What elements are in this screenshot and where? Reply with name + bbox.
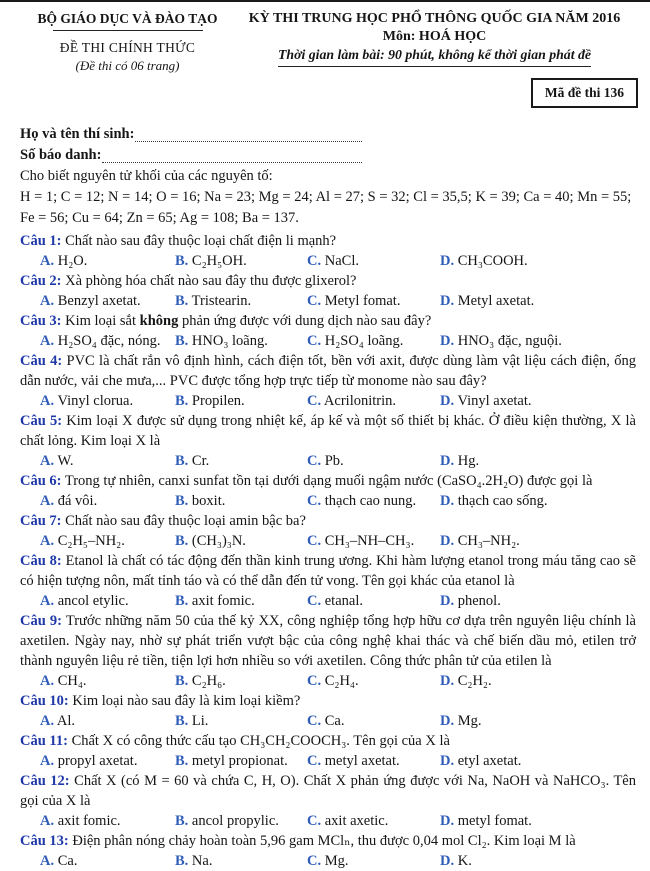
answer-option-d: D. CH₃COOH. [440, 253, 528, 269]
question-text [20, 471, 638, 491]
candidate-name-label: Họ và tên thí sinh: [20, 126, 135, 142]
answer-option-d: D. C₂H₂. [440, 673, 492, 689]
answer-letter: A. [40, 253, 55, 269]
answer-row [20, 291, 638, 311]
answer-letter: B. [175, 673, 189, 689]
answer-letter: A. [40, 713, 55, 729]
question-text-segment: Trước những năm 50 của thế kỷ XX, công nghiệp tổng hợp hữu cơ dựa trên nguyên liệu chính là axetilen. Ngày nay, nhờ sự phát triển vượt bậc của công nghệ khai thác và chế biến dầu mỏ, etilen trở thành nguyên liệu rẻ tiền, tiện lợi hơn nhiều so với axetilen. Công thức phân tử của etilen là [20, 613, 636, 669]
answer-option-b: B. Na. [175, 853, 213, 869]
answer-option-b: B. ancol propylic. [175, 813, 279, 829]
answer-option-b: B. (CH₃)₃N. [175, 533, 246, 549]
question-label: Câu 5: [20, 413, 63, 429]
answer-option-a: A. H₂SO₄ đặc, nóng. [40, 333, 161, 349]
question-text-segment: Kim loại sắt [65, 313, 140, 329]
answer-letter: A. [40, 533, 55, 549]
answer-option-c: C. CH₃–NH–CH₃. [307, 533, 415, 549]
answer-letter: A. [40, 333, 55, 349]
question-text [20, 771, 638, 811]
question-label: Câu 7: [20, 513, 62, 529]
answer-option-d: D. phenol. [440, 593, 501, 609]
answer-option-b: B. Propilen. [175, 393, 245, 409]
answer-option-c: C. H₂SO₄ loãng. [307, 333, 404, 349]
candidate-id-row [20, 145, 362, 166]
question-text [20, 831, 638, 851]
answer-option-a: A. C₂H₅–NH₂. [40, 533, 125, 549]
atomic-masses-intro: Cho biết nguyên tử khối của các nguyên tố: [20, 168, 273, 184]
question-text-bold-segment: không [139, 313, 179, 329]
answer-letter: A. [40, 593, 55, 609]
answer-letter: C. [307, 593, 322, 609]
answer-option-c: C. etanal. [307, 593, 363, 609]
answer-row [20, 711, 638, 731]
question-text-segment: PVC là chất rắn vô định hình, cách điện tốt, bền với axit, được dùng làm vật liệu cách điện, ống dẫn nước, vải che mưa,... PVC được tổng hợp trực tiếp từ monome nào sau đây? [20, 353, 636, 389]
answer-row [20, 531, 638, 551]
answer-letter: D. [440, 253, 455, 269]
question-11 [20, 731, 638, 771]
answer-option-c: C. axit axetic. [307, 813, 389, 829]
answer-letter: D. [440, 713, 455, 729]
answer-option-d: D. HNO₃ đặc, nguội. [440, 333, 562, 349]
question-text [20, 351, 638, 391]
answer-letter: D. [440, 533, 455, 549]
answer-letter: A. [40, 493, 55, 509]
answer-letter: A. [40, 853, 55, 869]
candidate-name-dotted-line [135, 141, 362, 142]
answer-option-a: A. CH₄. [40, 673, 87, 689]
answer-letter: C. [307, 453, 322, 469]
atomic-masses-line-2: Fe = 56; Cu = 64; Zn = 65; Ag = 108; Ba = 137. [20, 210, 299, 226]
exam-title: KỲ THI TRUNG HỌC PHỔ THÔNG QUỐC GIA NĂM 2016 [248, 11, 621, 26]
question-text-segment: Kim loại nào sau đây là kim loại kiềm? [72, 693, 301, 709]
question-6 [20, 471, 638, 511]
answer-option-b: B. C₂H₆. [175, 673, 226, 689]
answer-option-d: D. Vinyl axetat. [440, 393, 532, 409]
question-text-segment: Trong tự nhiên, canxi sunfat tồn tại dưới dạng muối ngậm nước (CaSO₄.2H₂O) được gọi là [64, 473, 593, 489]
answer-option-d: D. etyl axetat. [440, 753, 522, 769]
answer-letter: A. [40, 453, 55, 469]
answer-letter: B. [175, 813, 189, 829]
exam-subject: Môn: HOÁ HỌC [382, 29, 487, 44]
exam-code-box [531, 78, 638, 108]
answer-row [20, 331, 638, 351]
answer-letter: C. [307, 753, 322, 769]
answer-option-b: B. axit fomic. [175, 593, 255, 609]
answer-option-c: C. C₂H₄. [307, 673, 359, 689]
answer-letter: D. [440, 393, 455, 409]
question-text-segment: Etanol là chất có tác động đến thần kinh trung ương. Khi hàm lượng etanol trong máu tăng cao sẽ có hiện tượng nôn, mất tỉnh táo và có thể dẫn đến tử vong. Tên gọi khác của etanol là [20, 553, 636, 589]
candidate-id-dotted-line [102, 162, 362, 163]
candidate-section [20, 124, 638, 229]
exam-duration: Thời gian làm bài: 90 phút, không kể thời gian phát đề [278, 46, 591, 67]
answer-option-b: B. Cr. [175, 453, 210, 469]
answer-option-c: C. NaCl. [307, 253, 359, 269]
question-4 [20, 351, 638, 411]
question-label: Câu 3: [20, 313, 62, 329]
answer-option-c: C. thạch cao nung. [307, 493, 417, 509]
answer-letter: B. [175, 393, 189, 409]
question-10 [20, 691, 638, 731]
atomic-masses-line-1: H = 1; C = 12; N = 14; O = 16; Na = 23; Mg = 24; Al = 27; S = 32; Cl = 35,5; K = 39; Ca = 40; Mn = 55; [20, 189, 632, 205]
question-label: Câu 11: [20, 733, 68, 749]
question-12 [20, 771, 638, 831]
ministry-block [20, 10, 235, 74]
answer-option-c: C. Pb. [307, 453, 344, 469]
question-text-segment: Điện phân nóng chảy hoàn toàn 5,96 gam MClₙ, thu được 0,04 mol Cl₂. Kim loại M là [72, 833, 576, 849]
question-text [20, 731, 638, 751]
answer-option-a: A. axit fomic. [40, 813, 121, 829]
exam-code: Mã đề thi 136 [544, 85, 624, 100]
answer-option-b: B. Li. [175, 713, 209, 729]
question-label: Câu 1: [20, 233, 62, 249]
answer-option-a: A. đá vôi. [40, 493, 98, 509]
answer-letter: C. [307, 493, 322, 509]
question-13 [20, 831, 638, 871]
answer-option-d: D. metyl fomat. [440, 813, 532, 829]
answer-letter: A. [40, 813, 55, 829]
answer-option-b: B. C₂H₅OH. [175, 253, 247, 269]
answer-option-b: B. boxit. [175, 493, 226, 509]
answer-letter: C. [307, 253, 322, 269]
answer-option-c: C. Mg. [307, 853, 349, 869]
answer-option-d: D. K. [440, 853, 472, 869]
ministry-underline [53, 30, 203, 31]
answer-letter: D. [440, 673, 455, 689]
question-9 [20, 611, 638, 691]
answer-option-b: B. HNO₃ loãng. [175, 333, 268, 349]
question-text [20, 551, 638, 591]
question-text-segment: Chất nào sau đây thuộc loại amin bậc ba? [65, 513, 306, 529]
answer-letter: B. [175, 533, 189, 549]
answer-letter: D. [440, 593, 455, 609]
answer-option-c: C. Metyl fomat. [307, 293, 401, 309]
answer-option-a: A. ancol etylic. [40, 593, 129, 609]
question-label: Câu 9: [20, 613, 62, 629]
answer-letter: C. [307, 813, 322, 829]
answer-letter: A. [40, 393, 55, 409]
answer-option-d: D. CH₃–NH₂. [440, 533, 520, 549]
answer-letter: D. [440, 493, 455, 509]
answer-letter: B. [175, 593, 189, 609]
answer-row [20, 451, 638, 471]
answer-letter: C. [307, 533, 322, 549]
question-text-segment: phản ứng được với dung dịch nào sau đây? [178, 313, 432, 329]
question-5 [20, 411, 638, 471]
question-text-segment: Kim loại X được sử dụng trong nhiệt kế, áp kế và một số thiết bị khác. Ở điều kiện thường, X là chất lỏng. Kim loại X là [20, 413, 636, 449]
question-3 [20, 311, 638, 351]
answer-option-a: A. Benzyl axetat. [40, 293, 141, 309]
answer-option-c: C. Ca. [307, 713, 345, 729]
question-label: Câu 12: [20, 773, 70, 789]
question-text-segment: Chất X (có M = 60 và chứa C, H, O). Chất X phản ứng được với Na, NaOH và NaHCO₃. Tên gọi của X là [20, 773, 636, 809]
atomic-masses-section [20, 166, 638, 229]
pages-note: (Đề thi có 06 trang) [75, 58, 180, 73]
question-text [20, 511, 638, 531]
answer-row [20, 391, 638, 411]
answer-letter: A. [40, 753, 55, 769]
question-text-segment: Chất X có công thức cấu tạo CH₃CH₂COOCH₃. Tên gọi của X là [71, 733, 450, 749]
answer-option-a: A. Al. [40, 713, 76, 729]
question-text [20, 311, 638, 331]
answer-option-c: C. metyl axetat. [307, 753, 400, 769]
question-label: Câu 4: [20, 353, 63, 369]
official-exam-label: ĐỀ THI CHÍNH THỨC [59, 40, 196, 55]
answer-option-d: D. Hg. [440, 453, 480, 469]
question-text-segment: Xà phòng hóa chất nào sau đây thu được glixerol? [65, 273, 357, 289]
answer-letter: C. [307, 333, 322, 349]
answer-letter: D. [440, 813, 455, 829]
answer-letter: B. [175, 853, 189, 869]
exam-title-block [235, 10, 638, 74]
answer-letter: C. [307, 293, 322, 309]
answer-row [20, 591, 638, 611]
answer-letter: D. [440, 333, 455, 349]
questions [20, 231, 638, 871]
answer-letter: A. [40, 673, 55, 689]
question-8 [20, 551, 638, 611]
question-label: Câu 6: [20, 473, 62, 489]
answer-row [20, 851, 638, 871]
answer-letter: B. [175, 293, 189, 309]
question-label: Câu 13: [20, 833, 69, 849]
question-text-segment: Chất nào sau đây thuộc loại chất điện li mạnh? [65, 233, 337, 249]
answer-option-c: C. Acrilonitrin. [307, 393, 397, 409]
answer-letter: B. [175, 713, 189, 729]
answer-option-a: A. W. [40, 453, 74, 469]
answer-letter: C. [307, 673, 322, 689]
question-text [20, 611, 638, 671]
answer-letter: D. [440, 453, 455, 469]
exam-header [20, 10, 638, 74]
question-1 [20, 231, 638, 271]
question-label: Câu 8: [20, 553, 62, 569]
ministry-name: BỘ GIÁO DỤC VÀ ĐÀO TẠO [37, 11, 218, 26]
answer-row [20, 811, 638, 831]
question-label: Câu 10: [20, 693, 69, 709]
answer-option-a: A. Vinyl clorua. [40, 393, 134, 409]
answer-letter: B. [175, 333, 189, 349]
answer-option-d: D. thạch cao sống. [440, 493, 548, 509]
answer-option-d: D. Mg. [440, 713, 482, 729]
question-text [20, 691, 638, 711]
question-7 [20, 511, 638, 551]
answer-option-a: A. propyl axetat. [40, 753, 138, 769]
question-text [20, 411, 638, 451]
question-2 [20, 271, 638, 311]
question-text [20, 271, 638, 291]
question-label: Câu 2: [20, 273, 62, 289]
answer-letter: D. [440, 753, 455, 769]
answer-letter: C. [307, 853, 322, 869]
candidate-name-row [20, 124, 362, 145]
answer-letter: C. [307, 713, 322, 729]
question-text [20, 231, 638, 251]
answer-letter: B. [175, 493, 189, 509]
candidate-id-label: Số báo danh: [20, 147, 102, 163]
answer-letter: D. [440, 853, 455, 869]
answer-letter: A. [40, 293, 55, 309]
answer-row [20, 491, 638, 511]
answer-row [20, 251, 638, 271]
answer-row [20, 671, 638, 691]
answer-row [20, 751, 638, 771]
answer-option-b: B. Tristearin. [175, 293, 252, 309]
answer-option-d: D. Metyl axetat. [440, 293, 535, 309]
answer-letter: B. [175, 253, 189, 269]
answer-option-a: A. Ca. [40, 853, 78, 869]
answer-letter: B. [175, 753, 189, 769]
answer-letter: B. [175, 453, 189, 469]
answer-option-b: B. metyl propionat. [175, 753, 288, 769]
answer-letter: D. [440, 293, 455, 309]
answer-letter: C. [307, 393, 322, 409]
answer-option-a: A. H₂O. [40, 253, 88, 269]
